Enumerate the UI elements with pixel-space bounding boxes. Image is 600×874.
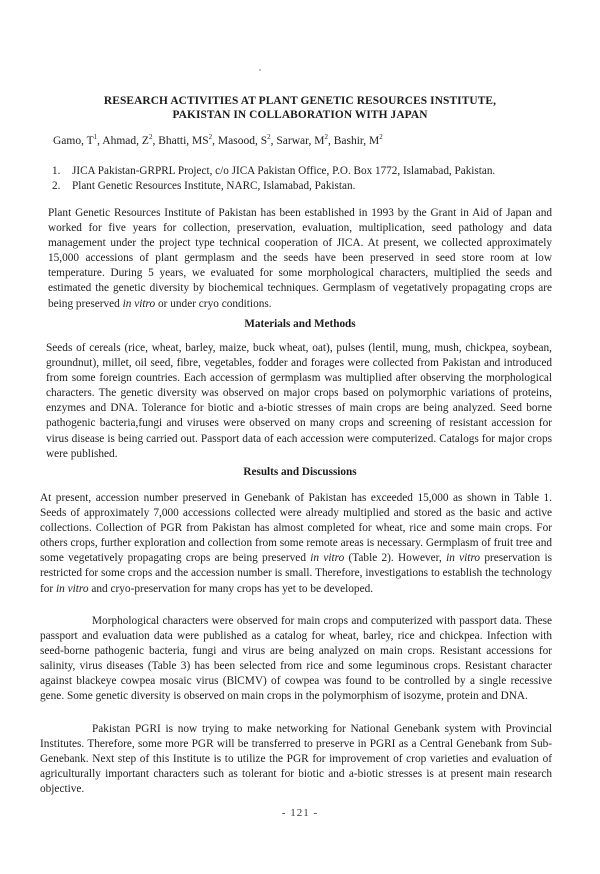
author-list: Gamo, $T^1$, Ahmad, $Z^2$, Bhatti, $MS^2$, Masood, $S^2$, Sarwar, $M^2$, Bashir, $M^2$	[53, 133, 383, 147]
scan-speck	[259, 69, 261, 71]
author: Masood, $S^2$	[217, 133, 271, 147]
materials-heading: Materials and Methods	[244, 318, 356, 330]
affiliation-list	[52, 164, 572, 194]
results-heading: Results and Discussions	[243, 466, 357, 478]
affiliation-number: 1.	[52, 165, 61, 177]
title-line-1: RESEARCH ACTIVITIES AT PLANT GENETIC RESOURCES INSTITUTE,	[103, 95, 497, 107]
author: Bhatti, $MS^2$	[158, 133, 213, 147]
page-number: - 121 -	[281, 807, 319, 819]
title-line-2: PAKISTAN IN COLLABORATION WITH JAPAN	[172, 109, 428, 121]
results-paragraph-1: At present, accession number preserved in Genebank of Pakistan has exceeded 15,000 as shown in Table 1. Seeds of approximately 7,000 accessions collected were already multiplied and stored as the basic and active collections. Collection of PGR from Pakistan has almost completed for wheat, rice and some main crops. For others crops, further exploration and collection from some remote areas is necessary. Germplasm of fruit tree and some vegetatively propagating crops are being preserved in vitro (Table 2). However, in vitro preservation is restricted for some crops and the accession number is small. Therefore, investigations to establish the technology for in vitro and cryo-preservation for many crops has yet to be developed.	[40, 492, 553, 595]
affiliation-text: Plant Genetic Resources Institute, NARC, Islamabad, Pakistan.	[72, 180, 356, 192]
affiliation-item	[52, 164, 572, 179]
intro-paragraph: Plant Genetic Resources Institute of Pakistan has been established in 1993 by the Grant in Aid of Japan and worked for five years for collection, preservation, evaluation, multiplication, seed pathology and data management under the project type technical cooperation of JICA. At present, we collected approximately 15,000 accessions of plant germplasm and the seeds have been preserved in seed store room at low temperature. During 5 years, we evaluated for some morphological characters, multiplied the seeds and estimated the genetic diversity by biochemical techniques. Germplasm of vegetatively propagating crops are being preserved in vitro or under cryo conditions.	[48, 207, 552, 310]
affiliation-number: 2.	[52, 180, 61, 192]
author: Bashir, $M^2$	[333, 133, 383, 147]
author: Gamo, $T^1$	[53, 133, 98, 147]
author: Sarwar, $M^2$	[276, 133, 328, 147]
author: Ahmad, $Z^2$	[102, 133, 153, 147]
results-paragraph-3: Pakistan PGRI is now trying to make networking for National Genebank system with Provincial Institutes. Therefore, some more PGR will be transferred to preserve in PGRI as a Central Genebank from Sub-Genebank. Next step of this Institute is to utilize the PGR for improvement of crop varieties and evaluation of agriculturally important characters such as tolerant for biotic and a-biotic stresses is at present main research objective.	[40, 723, 552, 796]
affiliation-item	[52, 179, 572, 194]
results-paragraph-2: Morphological characters were observed for main crops and computerized with passport data. These passport and evaluation data were published as a catalog for wheat, barley, rice and chickpea. Infection with seed-borne pathogenic bacteria, fungi and virus are being analyzed on main crops. Resistant accessions for salinity, virus diseases (Table 3) has been selected from rice and some leguminous crops. Resistant character against blackeye cowpea mosaic virus (BlCMV) of cowpea was found to be controlled by a single recessive gene. Some genetic diversity is observed on main crops in the polymorphism of isozyme, protein and DNA.	[40, 615, 552, 703]
paper-title	[60, 94, 540, 122]
materials-paragraph: Seeds of cereals (rice, wheat, barley, maize, buck wheat, oat), pulses (lentil, mung, mush, chickpea, soybean, groundnut), millet, oil seed, fibre, vegetables, fodder and forages were collected from Pakistan and introduced from some foreign countries. Each accession of germplasm was multiplied after observing the morphological characters. The genetic diversity was observed on major crops based on polymorphic variations of proteins, enzymes and DNA. Tolerance for biotic and a-biotic stresses of main crops are being analyzed. Seed borne pathogenic bacteria,fungi and viruses were observed on many crops and screening of resistant accession for virus disease is being carried out. Passport data of each accession were computerized. Catalogs for major crops were published.	[46, 342, 552, 460]
affiliation-text: JICA Pakistan-GRPRL Project, c/o JICA Pakistan Office, P.O. Box 1772, Islamabad, Pakistan.	[72, 165, 496, 177]
